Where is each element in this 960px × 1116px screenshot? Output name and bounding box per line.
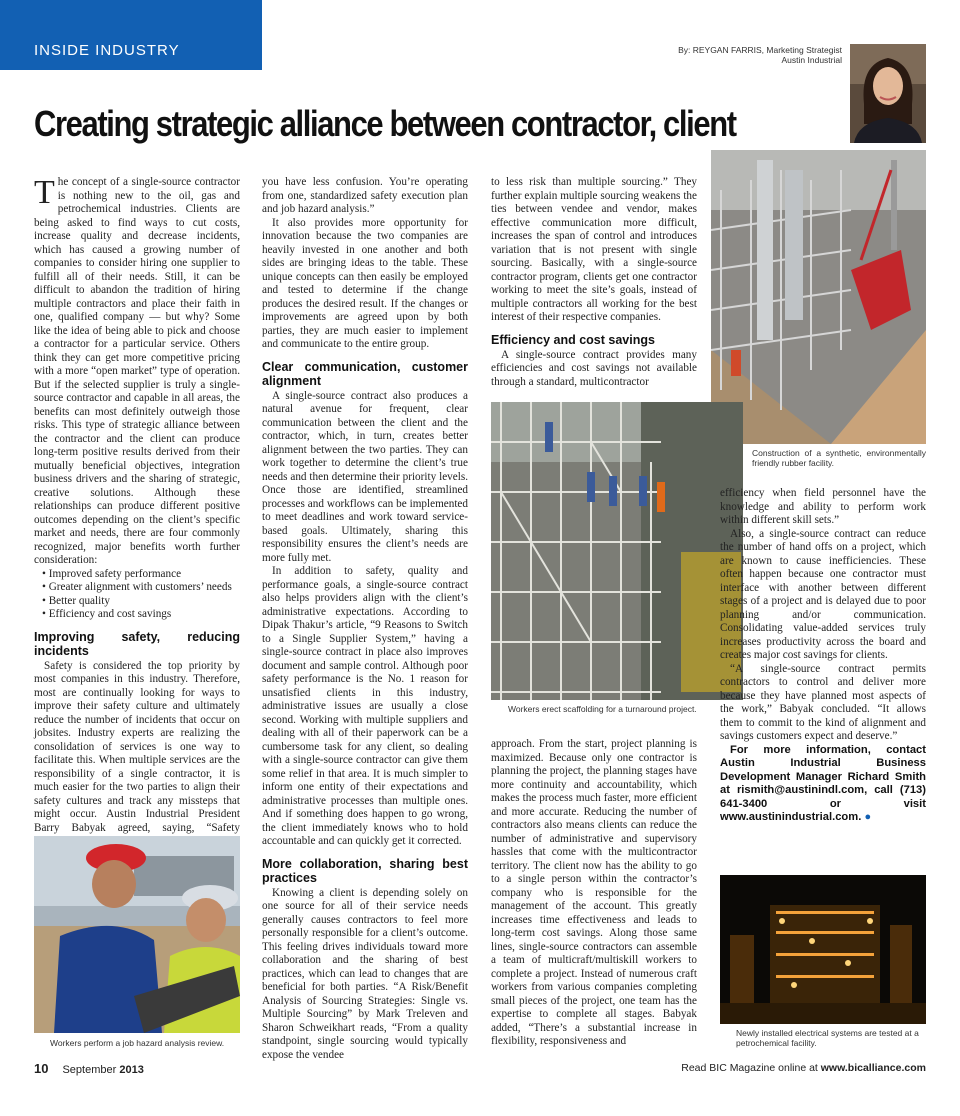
section-heading-communication: Clear communication, customer alignment xyxy=(262,359,468,388)
footer-issue xyxy=(34,1061,158,1076)
paragraph: Also, a single-source contract can reduce the number of hand offs on a project, which are known to cause inefficiencies. These often happen because one contractor must interface with another between different stages of a project and is delayed due to poor planning and/or communication. Consolidating value-added services truly increases productivity across the board and creates major cost savings for clients. xyxy=(720,527,926,661)
photo-scaffolding xyxy=(491,402,743,700)
caption-construction: Construction of a synthetic, environmentally friendly rubber facility. xyxy=(752,448,926,468)
column-3-bottom xyxy=(491,738,697,1049)
photo-electrical xyxy=(720,875,926,1024)
byline-company: Austin Industrial xyxy=(781,55,842,65)
list-item: • Greater alignment with customers’ needs xyxy=(50,581,240,595)
photo-hazard-review xyxy=(34,836,240,1033)
drop-cap: T xyxy=(34,174,55,211)
paragraph: you have less confusion. You’re operating from one, standardized safety execution plan and job hazard analysis.” xyxy=(262,176,468,215)
list-item: • Improved safety performance xyxy=(50,568,240,582)
author-portrait-image xyxy=(850,44,926,143)
paragraph: efficiency when field personnel have the knowledge and ability to perform work within different skill sets.” xyxy=(720,487,926,526)
section-heading-efficiency: Efficiency and cost savings xyxy=(491,332,655,347)
construction-image xyxy=(711,150,926,444)
paragraph: to less risk than multiple sourcing.” They further explain multiple sourcing weakens the ties between vendee and vendor, makes effective communication more difficult, increases the span of control and introduces variation that is not present with single sourcing. Basically, with a single-source contractor program, clients get one contractor working to meet the site’s goals, instead of multiple contractors all working for the best interest of their respective companies. xyxy=(491,176,697,323)
caption-hazard: Workers perform a job hazard analysis review. xyxy=(50,1038,225,1048)
end-mark-icon: ● xyxy=(864,811,872,823)
contact-info xyxy=(720,744,926,825)
section-tag-label: INSIDE INDUSTRY xyxy=(34,42,180,59)
electrical-image xyxy=(720,875,926,1024)
page-number: 10 xyxy=(34,1061,49,1076)
section-tag xyxy=(0,0,262,70)
column-2 xyxy=(262,176,468,1062)
photo-construction xyxy=(711,150,926,444)
paragraph: A single-source contract also produces a natural avenue for frequent, clear communication between the client and the contractor, which, in turn, creates better alignment between the two parties. They can work together to determine the client’s true needs and then determine their priority levels. Once those are identified, streamlined processes and workflows can be implemented to meet deadlines and work toward service-based goals. Ultimately, sharing this responsibility ensures the client’s needs are more fully met. xyxy=(262,389,468,564)
read-online-text: Read BIC Magazine online at xyxy=(681,1062,818,1074)
intro-paragraph xyxy=(34,176,240,568)
caption-scaffolding: Workers erect scaffolding for a turnaround project. xyxy=(508,704,697,714)
paragraph: In addition to safety, quality and performance goals, a single-source contract also helps providers align with the client’s administrative expectations. According to Dipak Thakur’s article, “9 Reasons to Switch to a Single Supplier System,” having a single-source contract in place also improves document and sample control. Although poor safety performance is the No. 1 reason for unsatisfied clients in this industry, administrative issues are usually a close second. Working with multiple suppliers and dealing with all of their paperwork can be a cumbersome task for any client, so dealing with a single-source contractor can give them some relief in that area. It is much simpler to inform one entity of their expectations and administrative processes than multiple ones. And if something does happen to go wrong, the client immediately knows who to hold accountable and can quickly get it corrected. xyxy=(262,565,468,847)
byline xyxy=(678,45,842,65)
scaffolding-image xyxy=(491,402,743,700)
byline-author: By: REYGAN FARRIS, Marketing Strategist xyxy=(678,45,842,55)
paragraph: approach. From the start, project planning is maximized. Because only one contractor is planning the project, the planning stages have more continuity and accountability, which makes the process much faster, more efficient and more accurate. Reducing the number of contractors also means clients can reduce the number of administrative and supervisory hassles that come with the multicontractor territory. The client now has the ability to go to a single person within the contractor’s company who is responsible for the management of the account. This greatly increases time effectiveness and leads to long-term cost savings. Along those same lines, single-source contractors can assemble a team of multicraft/multiskill workers to complete a project. Instead of numerous craft workers from various companies completing small pieces of the project, one team has the expertise to complete all stages. Babyak added, “There’s a substantial increase in flexibility, responsiveness and xyxy=(491,738,697,1047)
footer-read-online xyxy=(681,1062,926,1074)
website-link[interactable]: www.bicalliance.com xyxy=(820,1062,926,1074)
headline: Creating strategic alliance between contractor, client xyxy=(34,103,736,144)
section-heading-safety: Improving safety, reducing incidents xyxy=(34,629,240,658)
column-4 xyxy=(720,487,926,825)
issue-year: 2013 xyxy=(119,1064,144,1076)
issue-month: September xyxy=(62,1064,117,1076)
intro-text: he concept of a single-source contractor is nothing new to the oil, gas and petrochemical industries. Clients are being asked to find ways to cut costs, increase quality and decrease incidents, which has caused a growing number of companies to consider hiring one supplier to fulfill all of their needs. Still, it can be difficult to abandon the tradition of hiring multiple contractors and place their faith in one, qualified company — but why? Some like the idea of being able to pick and choose a contractor for a particular service. Others think they can get more competitive pricing with a more “open market” type of operation. But if the selected supplier is truly a single-source contractor and capable in all areas, the benefits can most definitely outweigh those risks. This type of strategic alliance between the contractor and the client can produce long-term positive results derived from their mutually beneficial objectives, integration business drivers and the sharing of strategic, creative solutions. Although these relationships can produce different positive outcomes depending on the client’s specific market and needs, there are four commonly recognized, major benefits worth further consideration: xyxy=(34,176,240,566)
benefits-list xyxy=(34,568,240,622)
safety-paragraph: Safety is considered the top priority by most companies in this industry. Therefore, most are continually looking for ways to improve their safety culture and ultimately reduce the number of incidents that occur on jobsites. Industry experts are realizing the consolidation of services is one way to facilitate this. When multiple services are the responsibility of a single contractor, it is much easier for the two parties to align their safety cultures and track any missteps that might occur. Austin Industrial President Barry Babyak agreed, saying, “Safety xyxy=(34,659,240,834)
section-heading-collaboration: More collaboration, sharing best practices xyxy=(262,856,468,885)
caption-electrical: Newly installed electrical systems are tested at a petrochemical facility. xyxy=(736,1028,919,1048)
list-item: • Better quality xyxy=(50,595,240,609)
column-1 xyxy=(34,176,240,862)
paragraph: Knowing a client is depending solely on one source for all of their service needs generally causes contractors to feel more personally responsible for a client’s outcome. This feeling drives individuals toward more collaboration and the sharing of best practices, which can lead to changes that are beneficial for both parties. “A Risk/Benefit Analysis of Sourcing Strategies: Single vs. Multiple Sourcing” by Mark Treleven and Sharon Schweikhart reads, “From a quality standpoint, single sourcing would typically expose the vendee xyxy=(262,886,468,1061)
list-item: • Efficiency and cost savings xyxy=(50,608,240,622)
contact-text: For more information, contact Austin Industrial Business Development Manager Richard Smith at rismith@austinindl.com, call (713) 641-3400 or visit www.austinindustrial.com. xyxy=(720,743,926,823)
hazard-review-image xyxy=(34,836,240,1033)
column-3-top xyxy=(491,176,697,389)
paragraph: A single-source contract provides many efficiencies and cost savings not available through a standard, multicontractor xyxy=(491,348,697,388)
paragraph: “A single-source contract permits contractors to control and deliver more because they have planned most aspects of the work,” Babyak concluded. “It allows them to commit to the kind of alignment and savings customers expect and deserve.” xyxy=(720,662,926,742)
author-portrait xyxy=(850,44,926,143)
paragraph: It also provides more opportunity for innovation because the two companies are heavily invested in one another and both sides are bringing ideas to the table. These unique concepts can then easily be employed and tested to determine if the change produces the desired result. If the changes or improvements are agreed upon by both parties, they are much easier to implement and communicate to the entire group. xyxy=(262,216,468,350)
